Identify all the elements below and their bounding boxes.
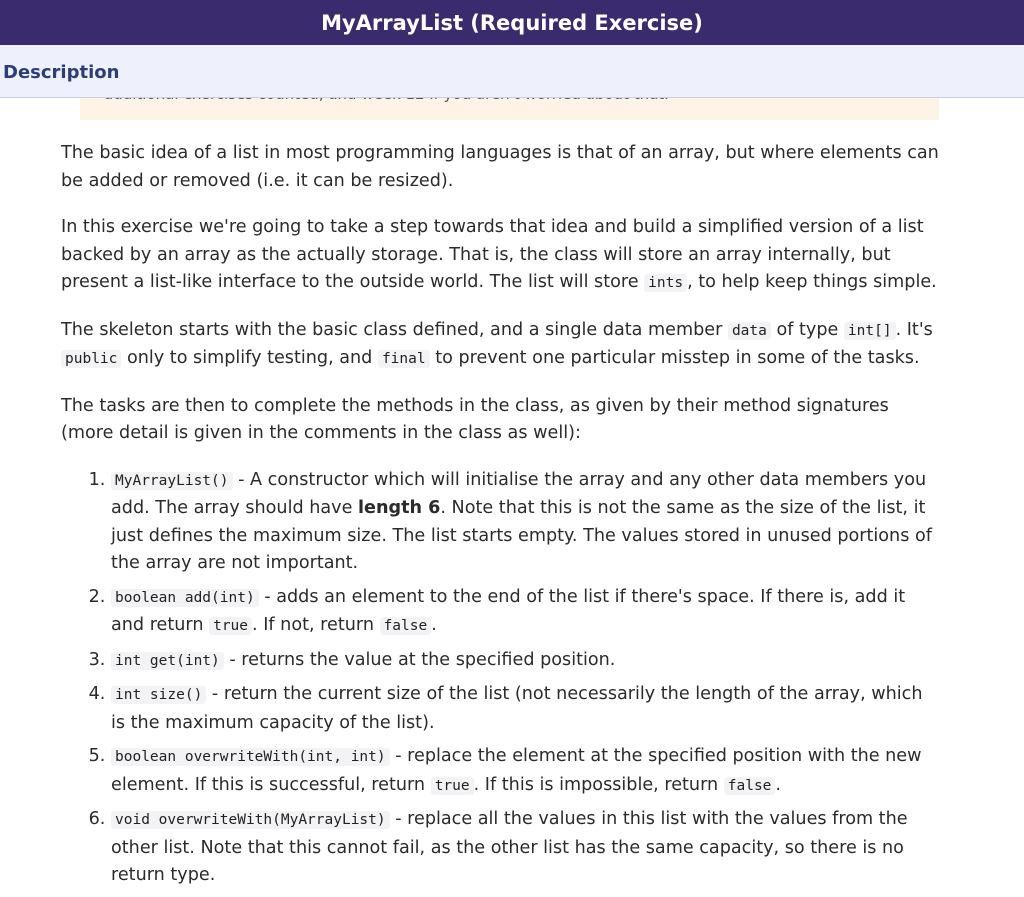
method-signature: int size() — [111, 686, 206, 704]
text: . It's — [895, 319, 933, 340]
inline-code: public — [61, 350, 121, 368]
inline-code: false — [724, 777, 776, 795]
text: - return the current size of the list (not necessarily the length of the array, which is the maximum capacity of the list). — [111, 684, 923, 733]
method-signature: int get(int) — [111, 652, 224, 670]
exercise-title-bar — [0, 0, 1024, 45]
method-signature: boolean add(int) — [111, 589, 259, 607]
text: . If not, return — [252, 615, 380, 635]
inline-code: ints — [644, 274, 687, 292]
inline-code: data — [728, 322, 771, 340]
text: - A constructor which will initialise the array and any other data members you add. The array should have — [111, 469, 927, 518]
text: . If this is impossible, return — [473, 774, 724, 795]
text: The skeleton starts with the basic class defined, and a single data member — [61, 319, 728, 340]
inline-code: int[] — [844, 322, 896, 340]
method-signature: MyArrayList() — [111, 472, 233, 490]
text: - replace the element at the specified position with the new element. If this is successful, return — [111, 746, 922, 795]
inline-code: false — [380, 617, 432, 635]
inline-code: true — [431, 777, 474, 795]
text: - replace all the values in this list with the values from the other list. Note that this cannot fail, as the other list has the same capacity, so there is no return type. — [111, 809, 908, 885]
text: - returns the value at the specified position. — [223, 649, 616, 670]
task-item — [111, 647, 941, 676]
text: - adds an element to the end of the list if there's space. If there is, add it and return — [111, 586, 906, 635]
text: only to simplify testing, and — [121, 348, 378, 368]
text: In this exercise we're going to take a step towards that idea and build a simplified version of a list backed by an array as the actually storage. That is, the class will store an array internally, but present a list-like interface to the outside world. The list will store — [61, 217, 924, 292]
inline-code: final — [378, 350, 430, 368]
task-item — [111, 806, 941, 890]
task-item — [111, 743, 941, 800]
text: . — [431, 615, 437, 635]
task-item — [111, 467, 941, 578]
text: of type — [770, 319, 844, 340]
description-scroll-area[interactable] — [0, 98, 1024, 897]
tab-bar — [0, 45, 1024, 98]
paragraph-tasks: The tasks are then to complete the methods in the class, as given by their method signatures (more detail is given in the comments in the class as well): — [61, 395, 889, 443]
inline-code: true — [209, 617, 252, 635]
text: , to help keep things simple. — [687, 272, 937, 292]
task-list — [61, 467, 941, 890]
task-item — [111, 584, 941, 641]
text: to prevent one particular misstep in some of the tasks. — [429, 348, 920, 368]
description-content — [61, 140, 941, 896]
method-signature: void overwriteWith(MyArrayList) — [111, 811, 390, 829]
paragraph-skeleton — [61, 317, 941, 374]
tab-description[interactable]: Description — [3, 62, 120, 83]
paragraph-exercise — [61, 214, 941, 298]
bold-text: length 6 — [357, 498, 441, 518]
page-title: MyArrayList (Required Exercise) — [321, 10, 703, 35]
text: . — [775, 774, 781, 795]
paragraph-intro: The basic idea of a list in most programming languages is that of an array, but where elements can be added or removed (i.e. it can be resized). — [61, 143, 939, 191]
method-signature: boolean overwriteWith(int, int) — [111, 748, 390, 766]
task-item — [111, 681, 941, 737]
text: . Note that this is not the same as the size of the list, it just defines the maximum size. The list starts empty. The values stored in unused portions of the array are not important. — [111, 498, 932, 573]
